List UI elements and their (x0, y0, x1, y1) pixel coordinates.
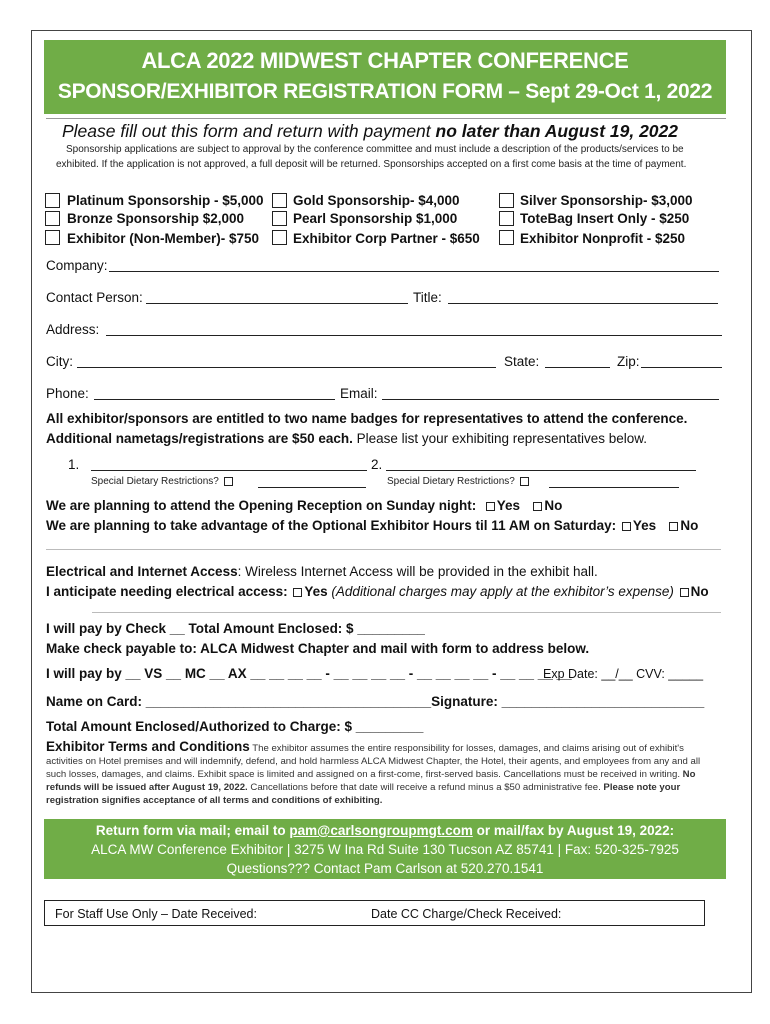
electrical-no-checkbox[interactable] (680, 588, 689, 597)
questions-contact: Questions??? Contact Pam Carlson at 520.270.1541 (226, 861, 544, 876)
reception-text: We are planning to attend the Opening Reception on Sunday night: (46, 498, 477, 513)
email-link[interactable]: pam@carlsongroupmgt.com (289, 823, 473, 838)
exhibitor-corp-checkbox[interactable] (272, 230, 287, 245)
rep-2-dietary (387, 476, 531, 487)
terms-and-conditions (46, 740, 706, 807)
totebag-checkbox[interactable] (499, 211, 514, 226)
check-payable: Make check payable to: ALCA Midwest Chapter and mail with form to address below. (46, 641, 590, 656)
staff-charge-date: Date CC Charge/Check Received: (371, 907, 562, 921)
terms-text: Cancellations before that date will receive a refund minus a $50 administrative fee. (247, 782, 604, 793)
deadline-text: no later than August 19, 2022 (435, 121, 679, 141)
electrical-note: (Additional charges may apply at the exhibitor’s expense) (331, 584, 674, 599)
yes-label: Yes (304, 584, 328, 599)
badge-fee: Additional nametags/registrations are $50 each. (46, 431, 353, 446)
dietary-label: Special Dietary Restrictions? (387, 476, 515, 487)
exp-cvv[interactable]: Exp Date: __/__ CVV: _____ (543, 667, 704, 681)
bronze-label: Bronze Sponsorship $2,000 (67, 211, 245, 226)
hours-yes-checkbox[interactable] (622, 522, 631, 531)
state-label: State: (504, 354, 540, 369)
city-label: City: (46, 354, 73, 369)
reception-no-checkbox[interactable] (533, 502, 542, 511)
rep-1-dietary (91, 476, 235, 487)
form-title: ALCA 2022 MIDWEST CHAPTER CONFERENCE (141, 48, 629, 73)
mailing-address: ALCA MW Conference Exhibitor | 3275 W Ina Rd Suite 130 Tucson AZ 85741 | Fax: 520-325-7925 (91, 842, 679, 857)
silver-checkbox[interactable] (499, 193, 514, 208)
return-instructions (44, 823, 726, 838)
electrical-heading: Electrical and Internet Access (46, 564, 238, 579)
staff-use-box (44, 900, 705, 926)
electrical-text: : Wireless Internet Access will be provided in the exhibit hall. (237, 564, 598, 579)
email-field[interactable] (382, 399, 719, 400)
badge-instruction: Please list your exhibiting representatives below. (356, 431, 648, 446)
rep-2-dietary-field[interactable] (549, 487, 679, 488)
exhibitor-nonprofit-checkbox[interactable] (499, 230, 514, 245)
rep-1-dietary-field[interactable] (258, 487, 366, 488)
bronze-checkbox[interactable] (45, 211, 60, 226)
email-label: Email: (340, 386, 378, 401)
badge-extra (46, 431, 647, 446)
address-label: Address: (46, 322, 100, 337)
totebag-label: ToteBag Insert Only - $250 (520, 211, 690, 226)
header-banner (44, 40, 726, 114)
no-label: No (690, 584, 709, 599)
city-field[interactable] (77, 367, 496, 368)
total-authorized[interactable]: Total Amount Enclosed/Authorized to Charge: $ _________ (46, 719, 424, 734)
company-label: Company: (46, 258, 108, 273)
no-label: No (544, 498, 563, 513)
return-suffix: or mail/fax by August 19, 2022: (472, 823, 675, 838)
pearl-checkbox[interactable] (272, 211, 287, 226)
approval-note-1: Sponsorship applications are subject to approval by the conference committee and must include a description of the products/services to be (66, 144, 684, 155)
reception-question (46, 498, 562, 513)
return-prefix: Return form via mail; email to (95, 823, 290, 838)
staff-date-received: For Staff Use Only – Date Received: (55, 907, 257, 921)
badge-info: All exhibitor/sponsors are entitled to two name badges for representatives to attend the conference. (46, 411, 688, 426)
electrical-question-text: I anticipate needing electrical access: (46, 584, 288, 599)
no-label: No (680, 518, 699, 533)
phone-field[interactable] (94, 399, 335, 400)
rep-1-field[interactable] (91, 470, 367, 471)
reception-yes-checkbox[interactable] (486, 502, 495, 511)
address-field[interactable] (106, 335, 722, 336)
instruction-text: Please fill out this form and return with payment (62, 121, 431, 141)
electrical-question (46, 584, 709, 599)
title-field[interactable] (448, 303, 718, 304)
platinum-label: Platinum Sponsorship - $5,000 (67, 193, 264, 208)
rep-2-field[interactable] (386, 470, 696, 471)
company-field[interactable] (109, 271, 719, 272)
divider (46, 549, 721, 550)
gold-label: Gold Sponsorship- $4,000 (293, 193, 460, 208)
dietary-checkbox[interactable] (224, 477, 233, 486)
gold-checkbox[interactable] (272, 193, 287, 208)
electrical-info (46, 564, 598, 579)
electrical-yes-checkbox[interactable] (293, 588, 302, 597)
terms-heading: Exhibitor Terms and Conditions (46, 739, 250, 754)
platinum-checkbox[interactable] (45, 193, 60, 208)
zip-label: Zip: (617, 354, 640, 369)
instructions (62, 121, 678, 142)
phone-label: Phone: (46, 386, 89, 401)
state-field[interactable] (545, 367, 610, 368)
approval-note-2: exhibited. If the application is not approved, a full deposit will be returned. Sponsorships accepted on a first come basis at the time of payment. (56, 159, 687, 170)
divider (46, 118, 726, 119)
zip-field[interactable] (641, 367, 722, 368)
hours-text: We are planning to take advantage of the Optional Exhibitor Hours til 11 AM on Saturday: (46, 518, 617, 533)
exhibitor-nonmember-checkbox[interactable] (45, 230, 60, 245)
rep-2-number: 2. (371, 457, 383, 472)
exhibitor-nonprofit-label: Exhibitor Nonprofit - $250 (520, 231, 686, 246)
yes-label: Yes (496, 498, 521, 513)
acceptance-notice: Please note your registration signifies acceptance of all terms and conditions of exhibiting. (46, 782, 681, 806)
exhibitor-nonmember-label: Exhibitor (Non-Member)- $750 (67, 231, 260, 246)
form-subtitle: SPONSOR/EXHIBITOR REGISTRATION FORM – Sept 29-Oct 1, 2022 (57, 80, 713, 103)
pay-by-check[interactable]: I will pay by Check __ Total Amount Enclosed: $ _________ (46, 621, 425, 636)
dietary-checkbox[interactable] (520, 477, 529, 486)
contact-field[interactable] (146, 303, 408, 304)
name-signature[interactable]: Name on Card: ______________________________________Signature: ___________________________ (46, 694, 705, 709)
dietary-label: Special Dietary Restrictions? (91, 476, 219, 487)
pearl-label: Pearl Sponsorship $1,000 (293, 211, 458, 226)
terms-text: The exhibitor assumes the entire responsibility for losses, damages, and claims arising out of exhibit's activities on Hotel premises and will indemnify, defend, and hold harmless ALCA Midwest Chapter, the Hotel, their agents, and employees from any and all such losses, damages, and claims. Exhibit space is limited and assigned on a first-come, first-served basis. Cancellations must be received in writing. (46, 743, 701, 780)
hours-no-checkbox[interactable] (669, 522, 678, 531)
rep-1-number: 1. (68, 457, 80, 472)
exhibitor-hours-question (46, 518, 698, 533)
contact-label: Contact Person: (46, 290, 143, 305)
exhibitor-corp-label: Exhibitor Corp Partner - $650 (293, 231, 480, 246)
pay-by-card[interactable]: I will pay by __ VS __ MC __ AX __ __ __ __ - __ __ __ __ - __ __ __ __ - __ __ __ __ (46, 666, 572, 681)
return-banner (44, 819, 726, 879)
divider (92, 612, 721, 613)
yes-label: Yes (632, 518, 657, 533)
title-label: Title: (413, 290, 442, 305)
no-refund-notice: No refunds will be issued after August 19, 2022. (46, 769, 696, 793)
silver-label: Silver Sponsorship- $3,000 (520, 193, 693, 208)
